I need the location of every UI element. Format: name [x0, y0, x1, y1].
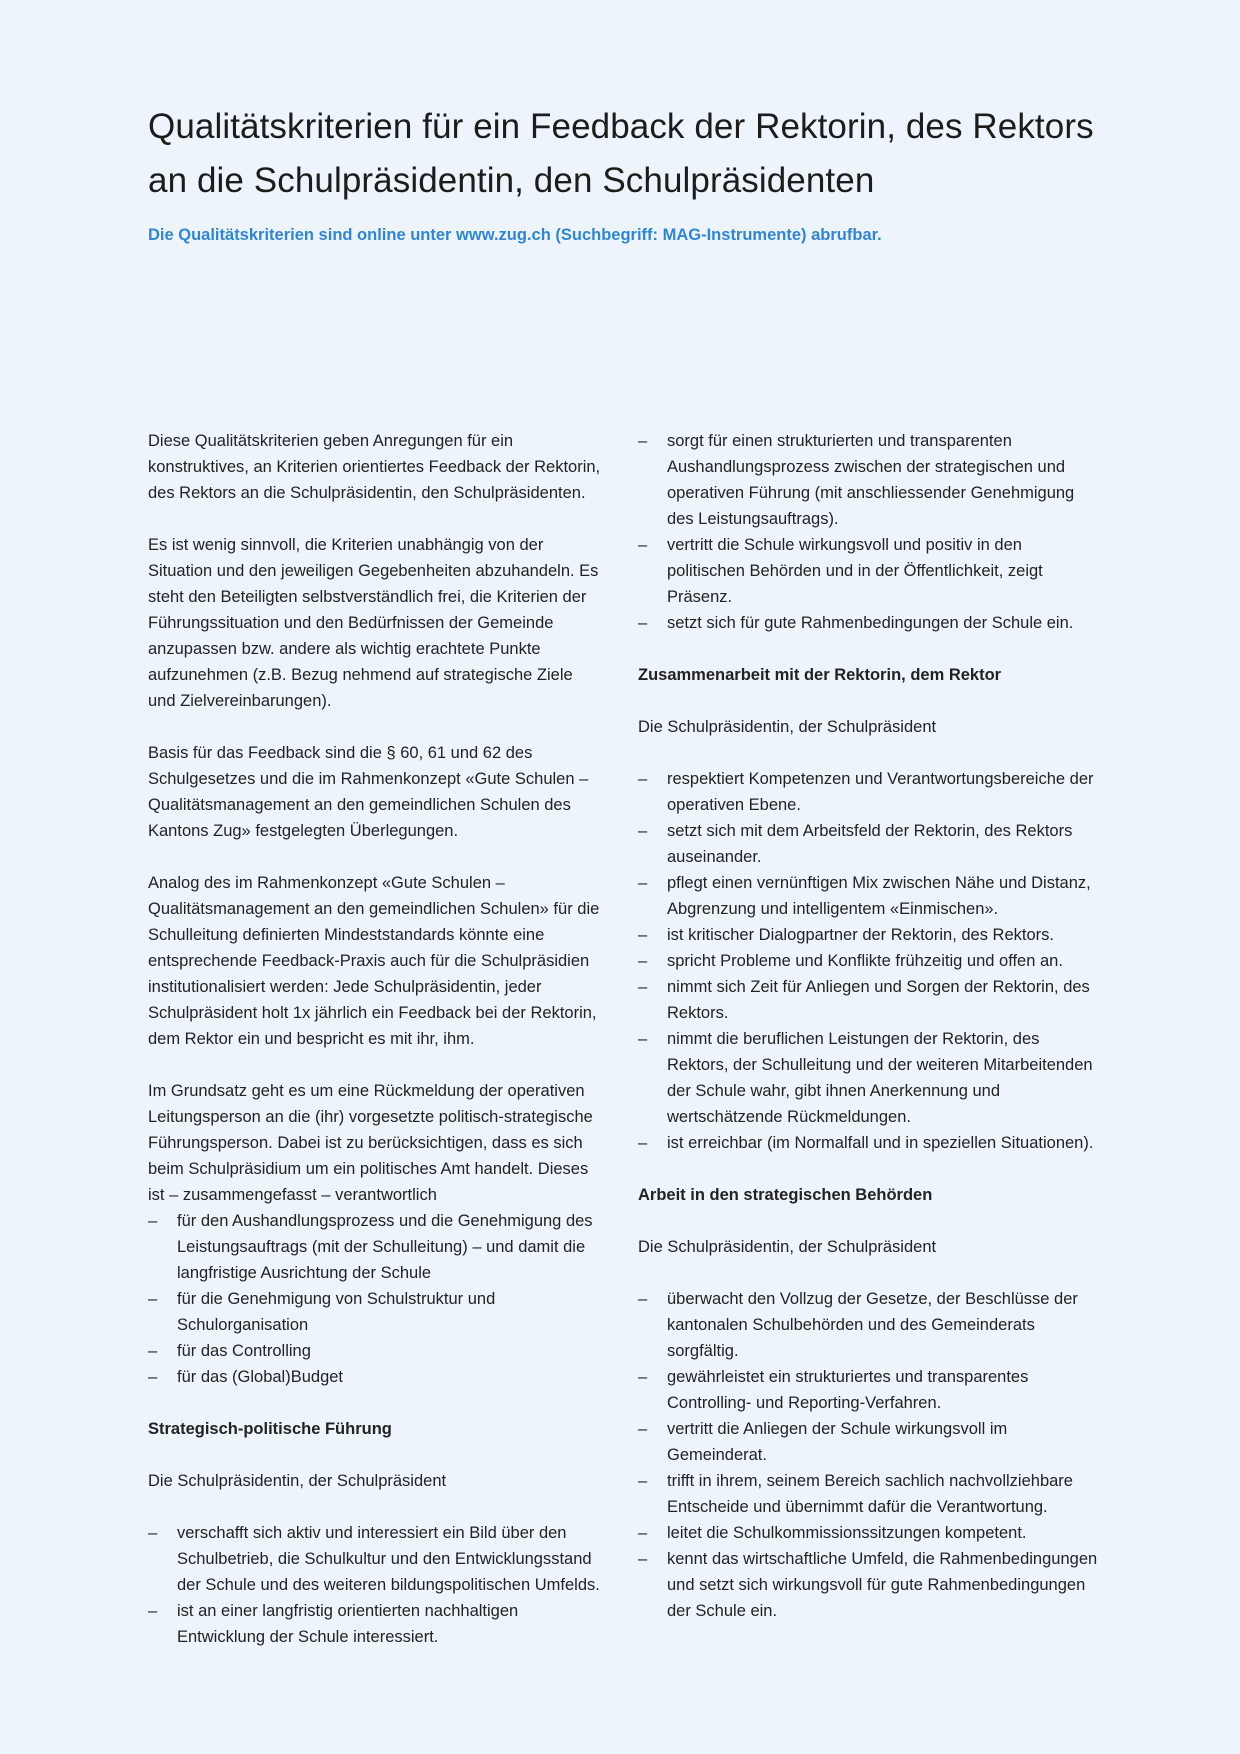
list-item: – ist erreichbar (im Normalfall und in speziellen Situationen).	[638, 1130, 1098, 1156]
list-item: – für das Controlling	[148, 1338, 603, 1364]
page-title: Qualitätskriterien für ein Feedback der Rektorin, des Rektors an die Schulpräsidentin, den Schulpräsidenten	[148, 107, 1094, 200]
online-availability-note: Die Qualitätskriterien sind online unter www.zug.ch (Suchbegriff: MAG-Instrumente) abrufbar.	[148, 226, 882, 244]
principle-paragraph: Im Grundsatz geht es um eine Rückmeldung der operativen Leitungsperson an die (ihr) vorgesetzte politisch-strategische Führungsperson. Dabei ist zu berücksichtigen, dass es sich beim Schulpräsidium um ein politisches Amt handelt. Dieses ist – zusammengefasst – verantwortlich	[148, 1082, 593, 1204]
list-item: – pflegt einen vernünftigen Mix zwischen Nähe und Distanz, Abgrenzung und intelligentem «Einmischen».	[638, 870, 1098, 922]
list-item: – für die Genehmigung von Schulstruktur und Schulorganisation	[148, 1286, 603, 1338]
left-column	[148, 428, 603, 1676]
list-item: – gewährleistet ein strukturiertes und transparentes Controlling- und Reporting-Verfahren.	[638, 1364, 1098, 1416]
list-item: – für das (Global)Budget	[148, 1364, 603, 1390]
list-item: – nimmt die beruflichen Leistungen der Rektorin, des Rektors, der Schulleitung und der weiteren Mitarbeitenden der Schule wahr, gibt ihnen Anerkennung und wertschätzende Rückmeldungen.	[638, 1026, 1098, 1130]
list-item: – leitet die Schulkommissionssitzungen kompetent.	[638, 1520, 1098, 1546]
analog-paragraph: Analog des im Rahmenkonzept «Gute Schulen – Qualitätsmanagement an den gemeindlichen Schulen» für die Schulleitung definierten Mindeststandards könnte eine entsprechende Feedback-Praxis auch für die Schulpräsidien institutionalisiert werden: Jede Schulpräsidentin, jeder Schulpräsident holt 1x jährlich ein Feedback bei der Rektorin, dem Rektor ein und bespricht es mit ihr, ihm.	[148, 874, 600, 1048]
right-column	[638, 428, 1098, 1650]
strategic-leadership-list	[148, 1520, 603, 1650]
section-subject: Die Schulpräsidentin, der Schulpräsident	[638, 718, 937, 736]
list-item: – sorgt für einen strukturierten und transparenten Aushandlungsprozess zwischen der strategischen und operativen Führung (mit anschliessender Genehmigung des Leistungsauftrags).	[638, 428, 1098, 532]
section-subject: Die Schulpräsidentin, der Schulpräsident	[638, 1238, 937, 1256]
list-item: – verschafft sich aktiv und interessiert ein Bild über den Schulbetrieb, die Schulkultur und den Entwicklungsstand der Schule und des weiteren bildungspolitischen Umfelds.	[148, 1520, 603, 1598]
intro-paragraph: Diese Qualitätskriterien geben Anregungen für ein konstruktives, an Kriterien orientiertes Feedback der Rektorin, des Rektors an die Schulpräsidentin, den Schulpräsidenten.	[148, 432, 601, 502]
list-item: – ist an einer langfristig orientierten nachhaltigen Entwicklung der Schule interessiert.	[148, 1598, 603, 1650]
section-heading-collaboration: Zusammenarbeit mit der Rektorin, dem Rektor	[638, 666, 1002, 684]
list-item: – trifft in ihrem, seinem Bereich sachlich nachvollziehbare Entscheide und übernimmt dafür die Verantwortung.	[638, 1468, 1098, 1520]
list-item: – setzt sich für gute Rahmenbedingungen der Schule ein.	[638, 610, 1098, 636]
list-item: – nimmt sich Zeit für Anliegen und Sorgen der Rektorin, des Rektors.	[638, 974, 1098, 1026]
collaboration-list	[638, 766, 1098, 1156]
list-item: – spricht Probleme und Konflikte frühzeitig und offen an.	[638, 948, 1098, 974]
list-item: – überwacht den Vollzug der Gesetze, der Beschlüsse der kantonalen Schulbehörden und des Gemeinderats sorgfältig.	[638, 1286, 1098, 1364]
list-item: – kennt das wirtschaftliche Umfeld, die Rahmenbedingungen und setzt sich wirkungsvoll für gute Rahmenbedingungen der Schule ein.	[638, 1546, 1098, 1624]
section-heading-strategic-authorities: Arbeit in den strategischen Behörden	[638, 1186, 933, 1204]
section-heading-strategic-leadership: Strategisch-politische Führung	[148, 1420, 392, 1438]
list-item: – für den Aushandlungsprozess und die Genehmigung des Leistungsauftrags (mit der Schulleitung) – und damit die langfristige Ausrichtung der Schule	[148, 1208, 603, 1286]
list-item: – vertritt die Anliegen der Schule wirkungsvoll im Gemeinderat.	[638, 1416, 1098, 1468]
list-item: – ist kritischer Dialogpartner der Rektorin, des Rektors.	[638, 922, 1098, 948]
basis-paragraph: Basis für das Feedback sind die § 60, 61 und 62 des Schulgesetzes und die im Rahmenkonzept «Gute Schulen – Qualitätsmanagement an den gemeindlichen Schulen des Kantons Zug» festgelegten Überlegungen.	[148, 744, 589, 840]
section-subject: Die Schulpräsidentin, der Schulpräsident	[148, 1472, 447, 1490]
list-item: – setzt sich mit dem Arbeitsfeld der Rektorin, des Rektors auseinander.	[638, 818, 1098, 870]
list-item: – respektiert Kompetenzen und Verantwortungsbereiche der operativen Ebene.	[638, 766, 1098, 818]
strategic-authorities-list	[638, 1286, 1098, 1624]
responsibilities-list	[148, 1208, 603, 1390]
strategic-leadership-list-continued	[638, 428, 1098, 636]
list-item: – vertritt die Schule wirkungsvoll und positiv in den politischen Behörden und in der Öffentlichkeit, zeigt Präsenz.	[638, 532, 1098, 610]
context-paragraph: Es ist wenig sinnvoll, die Kriterien unabhängig von der Situation und den jeweiligen Gegebenheiten abzuhandeln. Es steht den Beteiligten selbstverständlich frei, die Kriterien der Führungssituation und den Bedürfnissen der Gemeinde anzupassen bzw. andere als wichtig erachtete Punkte aufzunehmen (z.B. Bezug nehmend auf strategische Ziele und Zielvereinbarungen).	[148, 536, 599, 710]
